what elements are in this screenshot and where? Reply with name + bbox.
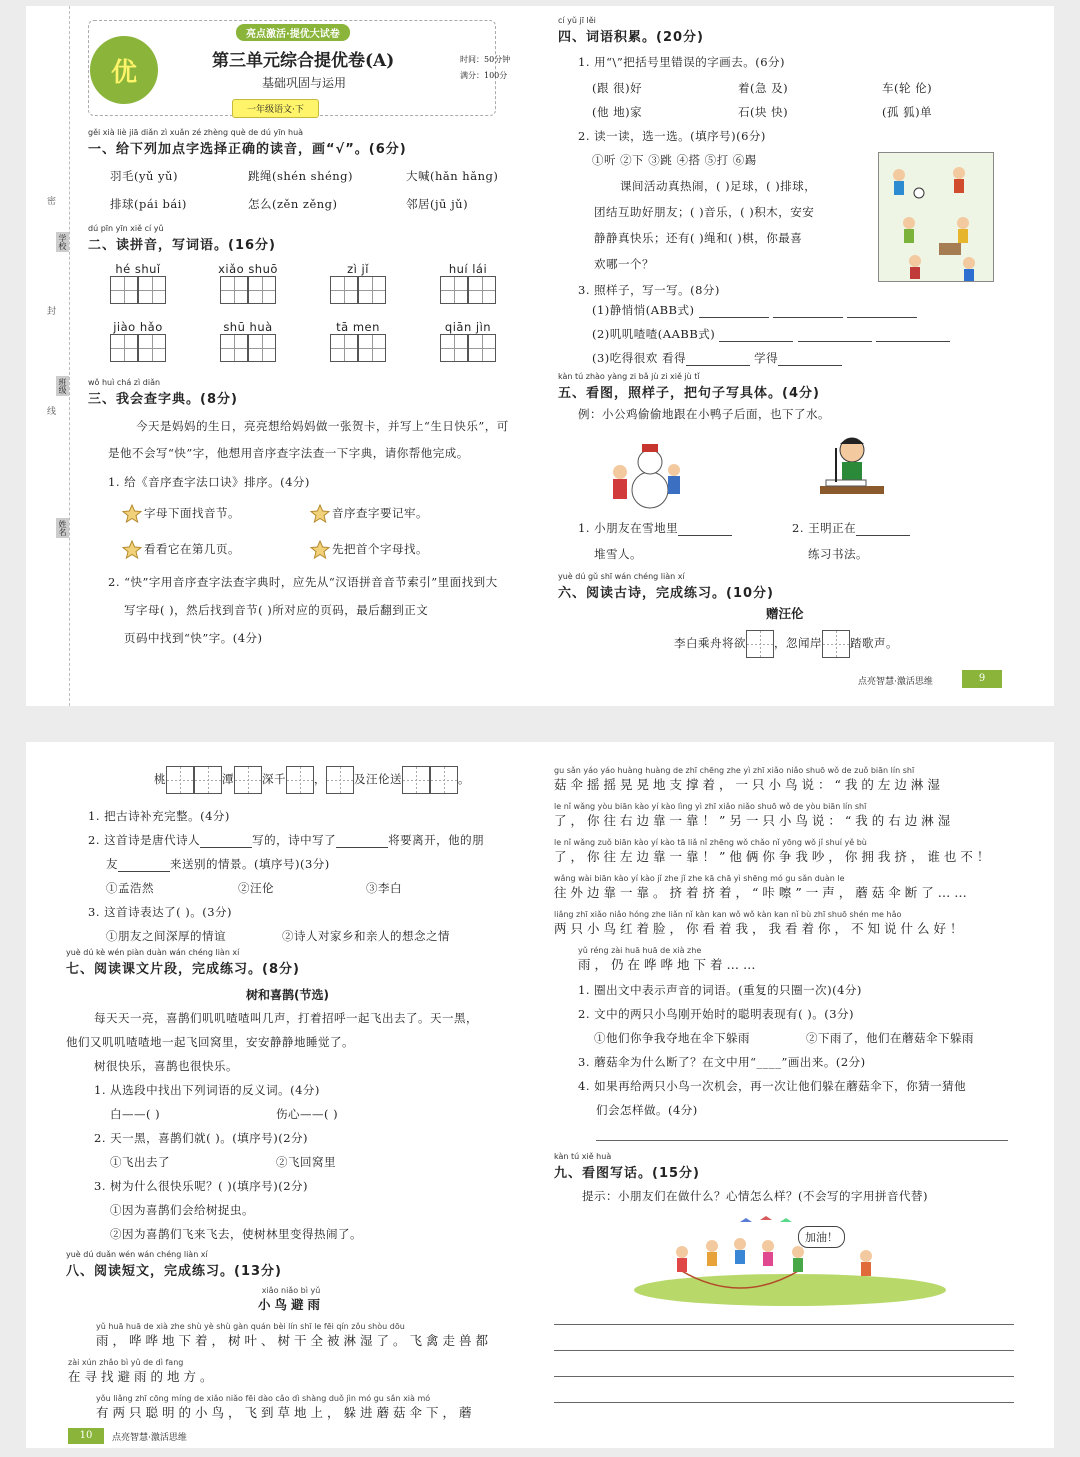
s4-q3-a-text: (1)静悄悄(ABB式) (592, 303, 695, 317)
section-9-title (554, 1152, 700, 1181)
section-1-pinyin: gěi xià liè jiā diǎn zì xuǎn zé zhèng què de dú yīn huà (88, 128, 304, 137)
s3-q2-line3: 页码中找到“快”字。(4分) (124, 631, 263, 645)
section-8-pinyin: yuè dú duǎn wén wán chéng liàn xí (66, 1250, 208, 1259)
activity-illustration (878, 152, 994, 282)
cheer-speech-bubble: 加油！ (798, 1226, 845, 1248)
write-box[interactable] (440, 276, 468, 304)
story-line-4-text: 菇伞摇摇晃晃地支撑着，一只小鸟说：“我的左边淋湿 (554, 777, 944, 792)
s4-q3-b-text: (2)叽叽喳喳(AABB式) (592, 327, 716, 341)
s4-q3-a[interactable] (592, 302, 917, 318)
s2-pinyin-4: huí lái (448, 262, 488, 276)
page-number-10: 10 (68, 1428, 104, 1444)
s2-group-6[interactable] (218, 320, 278, 362)
story-line-9-text: 雨，仍在哗哗地下着…… (578, 957, 760, 972)
story-line-1-text: 雨，哗哗地下着，树叶、树干全被淋湿了。飞禽走兽都 (96, 1333, 493, 1348)
section-3-title (88, 378, 238, 407)
s4-q3-c-text: (3)吃得很欢 看得 (592, 351, 686, 365)
answer-line[interactable] (336, 834, 388, 848)
write-box[interactable] (110, 334, 138, 362)
story-line-3-pinyin: yǒu liǎng zhī cōng míng de xiǎo niǎo fēi dào cǎo dì shàng duǒ jìn mó gu sǎn xià mó (96, 1394, 431, 1403)
s2-group-8[interactable] (438, 320, 498, 362)
s4-q2-p1[interactable]: 课间活动真热闹，( )足球，( )排球， (620, 179, 817, 193)
story-line-7-text: 往外边靠一靠。挤着挤着，“咔嚓”一声，蘑菇伞断了…… (554, 885, 971, 900)
s2-pinyin-8: qiān jìn (444, 320, 492, 334)
poem-line-2[interactable] (154, 766, 470, 794)
s4-q2: 2. 读一读，选一选。(填序号)(6分) (578, 129, 766, 143)
write-box[interactable] (440, 334, 468, 362)
s7-q2[interactable]: 2. 天一黑，喜鹊们就( )。(填序号)(2分) (94, 1131, 309, 1145)
poem-line2-a: 桃 (154, 772, 166, 786)
section-1-heading: 一、给下列加点字选择正确的读音，画“√”。(6分) (88, 142, 407, 157)
s6-q2-opt-3: ③李白 (366, 881, 402, 895)
story-line-2-pinyin: zài xún zhǎo bì yǔ de dì fang (68, 1358, 184, 1367)
write-box[interactable] (138, 276, 166, 304)
grade-badge: 一年级语文·下 (232, 99, 319, 118)
section-3-heading: 三、我会查字典。(8分) (88, 392, 238, 407)
s7-q3-b: ②因为喜鹊们飞来飞去，使树林里变得热闹了。 (110, 1227, 362, 1241)
star-icon (310, 504, 330, 524)
s8-q1: 1. 圈出文中表示声音的词语。(重复的只圈一次)(4分) (578, 983, 862, 997)
section-6-title (558, 572, 774, 601)
s3-q2-line1: 2. “快”字用音序查字法查字典时，应先从“汉语拼音音节索引”里面找到大 (108, 575, 498, 589)
poem-line1-c: 踏歌声。 (850, 636, 898, 650)
story-line-5-text: 了，你往右边靠一靠！”另一只小鸟说：“我的右边淋湿 (554, 813, 955, 828)
s7-q1-a[interactable]: 白——( ) (110, 1107, 161, 1121)
write-box[interactable] (430, 766, 458, 794)
s5-q2-text: 2. 王明正在 (792, 521, 857, 535)
s2-group-3[interactable] (328, 262, 388, 304)
answer-line[interactable] (778, 352, 842, 366)
s4-q2-p4: 欢哪一个？ (594, 257, 654, 271)
s3-star-1[interactable] (122, 504, 240, 524)
section-2-heading: 二、读拼音，写词语。(16分) (88, 238, 276, 253)
margin-label-class: 班级 (58, 378, 67, 394)
margin-char-feng: 封 (45, 306, 55, 315)
margin-char-xian: 线 (45, 406, 55, 415)
section-2-pinyin: dú pīn yīn xiě cí yǔ (88, 224, 164, 233)
story-line-3 (96, 1394, 476, 1421)
write-box[interactable] (234, 766, 262, 794)
s4-q1-item-5[interactable]: 石(块 快) (738, 105, 789, 119)
story-line-8-text: 两只小鸟红着脸，你看着我，我看着你，不知说什么好！ (554, 921, 967, 936)
exam-score: 满分：100分 (460, 71, 508, 80)
s8-q2-opt-1: ①他们你争我夺地在伞下躲雨 (594, 1031, 750, 1045)
answer-line[interactable] (798, 328, 872, 342)
s4-q3-b[interactable] (592, 326, 950, 342)
section-9-heading: 九、看图写话。(15分) (554, 1166, 700, 1181)
story-line-4-pinyin: gu sǎn yáo yáo huàng huàng de zhī chēng zhe yì zhī xiǎo niǎo shuō wǒ de zuǒ biān lín shī (554, 766, 915, 775)
answer-line[interactable] (876, 328, 950, 342)
s8-q2[interactable]: 2. 文中的两只小鸟刚开始时的聪明表现有( )。(3分) (578, 1007, 855, 1021)
s3-star-text-4: 先把首个字母找。 (332, 542, 428, 556)
s2-pinyin-3: zì jǐ (347, 262, 369, 276)
s5-q1-text: 1. 小朋友在雪地里 (578, 521, 679, 535)
poem-line2-b: 潭 (222, 772, 234, 786)
s5-q1-end: 堆雪人。 (594, 547, 642, 561)
s6-q3[interactable]: 3. 这首诗表达了( )。(3分) (88, 905, 233, 919)
s1-item-1[interactable]: 羽毛(yǔ yǔ) (110, 169, 178, 183)
s6-q1: 1. 把古诗补充完整。(4分) (88, 809, 230, 823)
answer-line[interactable] (596, 1140, 1008, 1141)
section-1-title (88, 128, 407, 157)
s8-q4-line2: 们会怎样做。(4分) (596, 1103, 698, 1117)
story-line-9 (578, 946, 760, 973)
story-line-2 (68, 1358, 217, 1385)
poem-line-1[interactable] (674, 630, 898, 658)
section-4-title (558, 16, 704, 45)
section-4-pinyin: cí yǔ jī lěi (558, 16, 596, 25)
answer-line[interactable] (200, 834, 252, 848)
s7-q3[interactable]: 3. 树为什么很快乐呢？( )(填序号)(2分) (94, 1179, 309, 1193)
s7-q2-opt-2: ②飞回窝里 (276, 1155, 336, 1169)
s4-q2-p3[interactable]: 静静真快乐；还有( )绳和( )棋，你最喜 (594, 231, 803, 245)
margin-label-name: 姓名 (58, 520, 67, 536)
write-box[interactable] (326, 766, 354, 794)
write-box[interactable] (110, 276, 138, 304)
s3-star-text-1: 字母下面找音节。 (144, 506, 240, 520)
story-line-6-pinyin: le nǐ wǎng zuǒ biān kào yí kào tā liǎ nǐ zhēng wǒ chǎo nǐ yōng wǒ jǐ shuí yě bù (554, 838, 867, 847)
s2-group-1[interactable] (108, 262, 168, 304)
s7-para-1: 每天天一亮，喜鹊们叽叽喳喳叫几声，打着招呼一起飞出去了。天一黑， (94, 1011, 478, 1025)
s6-q2-opt-1: ①孟浩然 (106, 881, 154, 895)
s7-q1-b[interactable]: 伤心——( ) (276, 1107, 339, 1121)
footer-brand-left: 点亮智慧·激活思维 (112, 1433, 187, 1443)
section-7-pinyin: yuè dú kè wén piàn duàn wán chéng liàn xí (66, 948, 240, 957)
s6-q3-opt-1: ①朋友之间深厚的情谊 (106, 929, 226, 943)
margin-char-mi: 密 (45, 196, 55, 205)
answer-line[interactable] (699, 304, 769, 318)
section-8-heading: 八、阅读短文，完成练习。(13分) (66, 1264, 282, 1279)
write-box[interactable] (330, 334, 358, 362)
story-line-2-text: 在寻找避雨的地方。 (68, 1369, 217, 1384)
kids-playing-illustration (879, 153, 995, 283)
s8-q3: 3. 蘑菇伞为什么断了？在文中用“____”画出来。(2分) (578, 1055, 866, 1069)
jump-rope-illustration (630, 1212, 946, 1308)
s7-para-3: 树很快乐，喜鹊也很快乐。 (94, 1059, 238, 1073)
s6-q2-c: 将要离开，他的朋 (388, 833, 485, 847)
s2-pinyin-7: tā men (336, 320, 380, 334)
s6-q2-line1[interactable] (88, 832, 484, 848)
s9-tip: 提示：小朋友们在做什么？心情怎么样？(不会写的字用拼音代替) (582, 1189, 928, 1203)
answer-line[interactable] (686, 352, 750, 366)
s2-group-7[interactable] (328, 320, 388, 362)
story-line-6 (554, 838, 993, 865)
poem-line2-d: ， (314, 772, 326, 786)
s1-item-3[interactable]: 大喊(hǎn hǎng) (406, 169, 499, 183)
story-line-8-pinyin: liǎng zhī xiǎo niǎo hóng zhe liǎn nǐ kàn kan wǒ wǒ kàn kan nǐ bù zhī shuō shén me hǎo (554, 910, 902, 919)
kids-jump-rope-icon (630, 1212, 946, 1308)
poem-line2-c: 深千 (262, 772, 286, 786)
you-badge (90, 36, 158, 104)
answer-line[interactable] (773, 304, 843, 318)
s2-pinyin-2: xiǎo shuō (218, 262, 278, 276)
write-box[interactable] (822, 630, 850, 658)
writing-line-2[interactable] (554, 1350, 1014, 1351)
section-6-heading: 六、阅读古诗，完成练习。(10分) (558, 586, 774, 601)
s4-q1: 1. 用“\”把括号里错误的字画去。(6分) (578, 55, 786, 69)
s5-q1[interactable] (578, 520, 732, 536)
s6-q2-opt-2: ②汪伦 (238, 881, 274, 895)
s1-item-5[interactable]: 怎么(zěn zěng) (248, 197, 338, 211)
calligraphy-illustration (810, 430, 892, 512)
write-box[interactable] (402, 766, 430, 794)
poem-line2-f: 。 (458, 772, 470, 786)
section-3-pinyin: wǒ huì chá zì diǎn (88, 378, 161, 387)
s4-q1-item-6[interactable]: (孤 狐)单 (882, 105, 933, 119)
snowman-illustration (604, 430, 686, 512)
poem-line1-a: 李白乘舟将欲 (674, 636, 746, 650)
s4-q2-options: ①听 ②下 ③跳 ④搭 ⑤打 ⑥踢 (592, 153, 757, 167)
section-5-heading: 五、看图，照样子，把句子写具体。(4分) (558, 386, 820, 401)
story-line-1-pinyin: yǔ huā huā de xià zhe shù yè shù gàn quán bèi lín shī le fēi qín zǒu shòu dōu (96, 1322, 405, 1331)
s7-q2-opt-1: ①飞出去了 (110, 1155, 170, 1169)
s3-star-2[interactable] (310, 504, 428, 524)
section-5-title (558, 372, 820, 401)
s1-item-4[interactable]: 排球(pái bái) (110, 197, 187, 211)
s2-pinyin-5: jiào hǎo (113, 320, 163, 334)
s6-q3-opt-2: ②诗人对家乡和亲人的想念之情 (282, 929, 450, 943)
s5-example: 例：小公鸡偷偷地跟在小鸭子后面，也下了水。 (578, 407, 830, 421)
s2-pinyin-1: hé shuǐ (115, 262, 161, 276)
s3-star-text-3: 看看它在第几页。 (144, 542, 240, 556)
s3-q2-line2[interactable]: 写字母( )，然后找到音节( )所对应的页码，最后翻到正文 (124, 603, 429, 617)
story-line-6-text: 了，你往左边靠一靠！”他俩你争我吵，你拥我挤，谁也不！ (554, 849, 994, 864)
write-box[interactable] (746, 630, 774, 658)
s7-para-2: 他们又叽叽喳喳地一起飞回窝里，安安静静地睡觉了。 (66, 1035, 354, 1049)
page-title: 第三单元综合提优卷(A) (212, 51, 395, 71)
s1-item-2[interactable]: 跳绳(shén shéng) (248, 169, 354, 183)
binding-margin (40, 6, 70, 706)
star-icon (122, 540, 142, 560)
s7-q3-a: ①因为喜鹊们会给树捉虫。 (110, 1203, 254, 1217)
s8-story-title-text: 小鸟避雨 (258, 1297, 325, 1312)
write-box[interactable] (220, 334, 248, 362)
write-box[interactable] (248, 276, 276, 304)
boy-writing-icon (810, 430, 892, 512)
answer-line[interactable] (678, 522, 732, 536)
s3-star-3[interactable] (122, 540, 240, 560)
poem-line2-e: 及汪伦送 (354, 772, 402, 786)
you-badge-text: 优 (110, 57, 137, 88)
s8-story-title-pinyin: xiǎo niǎo bì yǔ (261, 1286, 321, 1295)
write-box[interactable] (468, 276, 496, 304)
s6-q2-e: 来送别的情景。(填序号)(3分) (170, 857, 330, 871)
story-line-4 (554, 766, 944, 793)
s8-q2-opt-2: ②下雨了，他们在蘑菇伞下躲雨 (806, 1031, 974, 1045)
s2-pinyin-6: shū huà (223, 320, 273, 334)
page-subtitle: 基础巩固与运用 (262, 76, 347, 90)
s4-q1-item-4[interactable]: (他 地)家 (592, 105, 643, 119)
s6-q2-b: 写的，诗中写了 (252, 833, 337, 847)
section-6-pinyin: yuè dú gǔ shī wán chéng liàn xí (558, 572, 685, 581)
s4-q3-c[interactable] (592, 350, 842, 366)
section-4-heading: 四、词语积累。(20分) (558, 30, 704, 45)
write-box[interactable] (358, 334, 386, 362)
series-banner: 亮点激活·提优大试卷 (236, 24, 350, 41)
s3-q1: 1. 给《音序查字法口诀》排序。(4分) (108, 475, 310, 489)
s2-group-2[interactable] (218, 262, 278, 304)
star-icon (310, 540, 330, 560)
write-box[interactable] (166, 766, 194, 794)
s5-q2-end: 练习书法。 (808, 547, 868, 561)
write-box[interactable] (330, 276, 358, 304)
writing-line-3[interactable] (554, 1376, 1014, 1377)
s8-q4-line1: 4. 如果再给两只小鸟一次机会，再一次让他们躲在蘑菇伞下，你猜一猜他 (578, 1079, 967, 1093)
section-7-title (66, 948, 300, 977)
s3-star-4[interactable] (310, 540, 428, 560)
s6-q2-a: 2. 这首诗是唐代诗人 (88, 833, 201, 847)
s5-q2[interactable] (792, 520, 910, 536)
write-box[interactable] (194, 766, 222, 794)
write-box[interactable] (358, 276, 386, 304)
page-number-9: 9 (962, 670, 1002, 688)
exam-page-10 (26, 742, 1054, 1448)
s8-story-title (258, 1286, 324, 1313)
s1-item-6[interactable]: 邻居(jū jǔ) (406, 197, 469, 211)
write-box[interactable] (220, 276, 248, 304)
story-line-7 (554, 874, 971, 901)
story-line-3-text: 有两只聪明的小鸟，飞到草地上，躲进蘑菇伞下，蘑 (96, 1405, 476, 1420)
writing-line-1[interactable] (554, 1324, 1014, 1325)
s4-q3: 3. 照样子，写一写。(8分) (578, 283, 720, 297)
s3-intro-2: 是他不会写“快”字，他想用音序查字法查一下字典，请你帮他完成。 (108, 446, 469, 460)
s7-article-title: 树和喜鹊(节选) (246, 988, 329, 1002)
story-line-9-pinyin: yǔ réng zài huā huā de xià zhe (578, 946, 702, 955)
s2-group-5[interactable] (108, 320, 168, 362)
s2-group-4[interactable] (438, 262, 498, 304)
section-2-title (88, 224, 276, 253)
answer-line[interactable] (118, 858, 170, 872)
section-7-heading: 七、阅读课文片段，完成练习。(8分) (66, 962, 300, 977)
star-icon (122, 504, 142, 524)
write-box[interactable] (138, 334, 166, 362)
story-line-5-pinyin: le nǐ wǎng yòu biān kào yí kào lìng yì zhī xiǎo niǎo shuō wǒ de yòu biān lín shī (554, 802, 867, 811)
s4-q3-c2-text: 学得 (754, 351, 779, 365)
section-9-pinyin: kàn tú xiě huà (554, 1152, 612, 1161)
margin-label-school: 学校 (58, 234, 67, 250)
story-line-7-pinyin: wǎng wài biān kào yí kào jǐ zhe jǐ zhe kā chā yì shēng mó gu sǎn duàn le (554, 874, 845, 883)
s3-star-text-2: 音序查字要记牢。 (332, 506, 428, 520)
write-box[interactable] (468, 334, 496, 362)
story-line-5 (554, 802, 954, 829)
snowman-icon (604, 430, 686, 512)
s7-q1: 1. 从选段中找出下列词语的反义词。(4分) (94, 1083, 320, 1097)
s4-q1-item-3[interactable]: 车(轮 伦) (882, 81, 933, 95)
s4-q2-p2[interactable]: 团结互助好朋友；( )音乐，( )积木，安安 (594, 205, 815, 219)
section-8-title (66, 1250, 282, 1279)
story-line-1 (96, 1322, 492, 1349)
s6-q2-line2[interactable] (106, 856, 330, 872)
exam-time: 时间：50分钟 (460, 55, 511, 64)
section-5-pinyin: kàn tú zhào yàng zi bǎ jù zi xiě jù tǐ (558, 372, 700, 381)
s3-intro-1: 今天是妈妈的生日，亮亮想给妈妈做一张贺卡，并写上“生日快乐”，可 (136, 419, 509, 433)
s4-q1-item-1[interactable]: (跟 很)好 (592, 81, 643, 95)
answer-line[interactable] (847, 304, 917, 318)
answer-line[interactable] (719, 328, 793, 342)
story-line-8 (554, 910, 967, 937)
write-box[interactable] (248, 334, 276, 362)
s6-q2-d: 友 (106, 857, 118, 871)
poem-title: 赠汪伦 (766, 606, 804, 621)
write-box[interactable] (286, 766, 314, 794)
footer-brand-right: 点亮智慧·激活思维 (858, 677, 933, 687)
s4-q1-item-2[interactable]: 着(急 及) (738, 81, 789, 95)
poem-line1-b: ，忽闻岸 (774, 636, 822, 650)
answer-line[interactable] (856, 522, 910, 536)
exam-page-9 (26, 6, 1054, 706)
writing-line-4[interactable] (554, 1402, 1014, 1403)
